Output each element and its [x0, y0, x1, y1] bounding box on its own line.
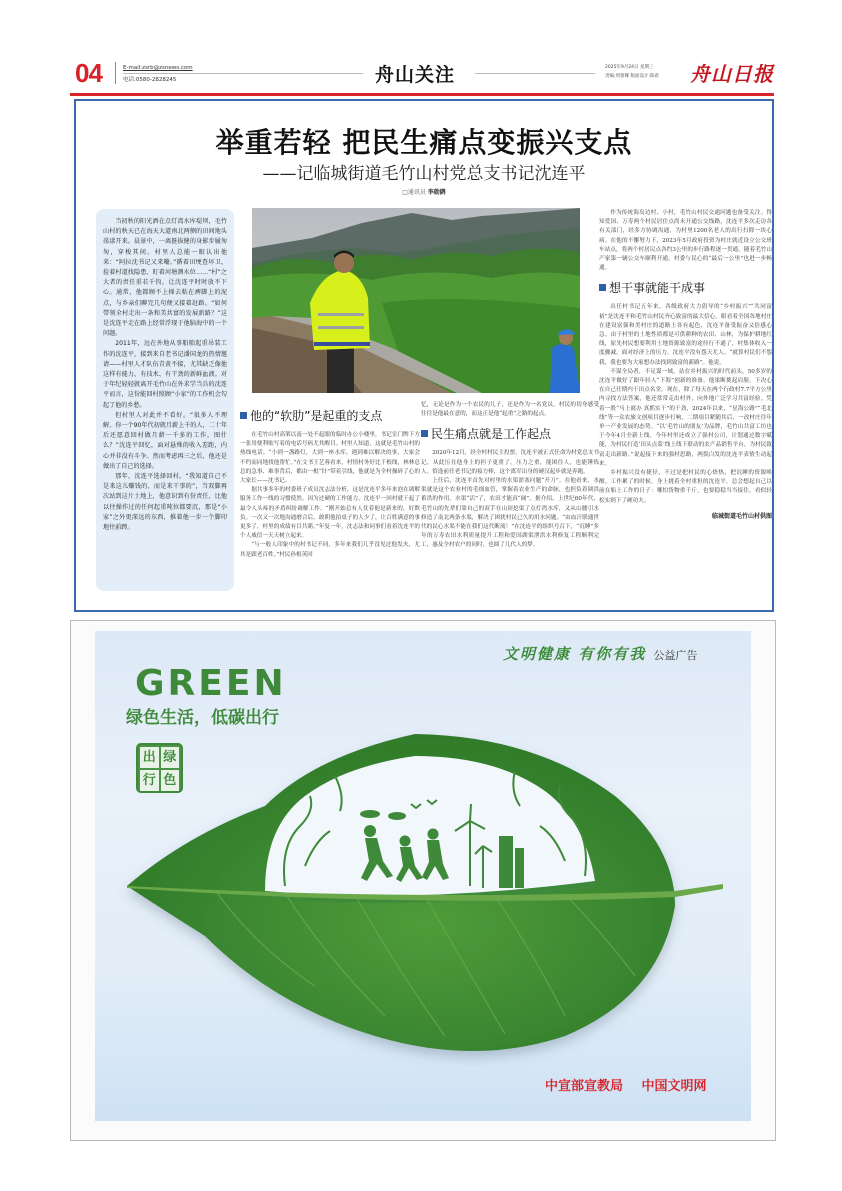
public-service-ad[interactable] — [95, 631, 751, 1121]
sponsor-name: 中宣部宣教局 — [545, 1079, 624, 1094]
masthead-red-rule — [70, 93, 774, 96]
civility-slogan: 文明健康 有你有我 — [503, 645, 647, 663]
issue-date: 2025年9月24日 星期三 — [605, 65, 654, 70]
body-paragraph: “与一般人印象中的村书记不同，多年来我们几乎没见过他发火，尤其是跟老百姓。”村民孙根英回 — [240, 542, 420, 558]
body-paragraph: 不谋全局者，不足谋一域。站在乡村振兴的时代前头，50多岁的沈连平做好了跟年轻人“下海”创新的准备。他果断挑起肩膀，下决心在自己任期内干出点名堂。现在，除了每天在两个行政村7.7平方公里内寻找方法答案，他还常常走出村外，向外地广泛学习共富经验。凭着一股“马上就办 真抓实干”的干劲，2024年以来，“星海公路”“毛北线”等一众农旅文创项目逐步打响，二期项目紧随其后，一改村庄往年单一产业发展的态势。“以‘毛竹山的朋友’为品牌，毛竹山共富工坊也于今年4月全新上线。今年村里还成立了强村公司，计划通过数字赋能，为村民打造‘田头点菜’线上线下联动的农产品销售平台，为村民致富走出新路。”说起接下来的强村思路，两鬓白发的沈连平表情生动起来。 — [599, 368, 772, 467]
ad-slogan: 绿色生活，低碳出行 — [126, 708, 279, 728]
byline-label: □通讯员 — [402, 189, 426, 196]
subsection-heading — [599, 281, 772, 296]
phone-number: 电话:0580-2828245 — [123, 77, 177, 83]
square-bullet-icon — [599, 284, 606, 291]
photo-village-secretary-inspecting-canal — [252, 208, 580, 393]
seal-char: 行 — [140, 770, 159, 791]
ad-sponsors — [545, 1075, 707, 1094]
ad-type-label: 公益广告 — [653, 649, 698, 662]
body-paragraph: 在毛竹山村高架以南一处不起眼的临时办公小楼里，书记室门牌下方一张用便利贴写着的电话号码尤其醒目。村里人知道，这就是毛竹山村的热线电话。“小到一盏路灯，大到一座水库，遇到难以解决的事，大家会不约而同地找他帮忙。”在文书王艺蓉看来，村情村务好比千根线，林林总总的急事、难事背后，都由一根“针”带着引线，他就是为全村操碎了心的大家长——沈书记。 — [240, 432, 420, 485]
byline — [76, 187, 772, 196]
intro-paragraph: 那年，沈连平选择回村。“我知道自己不是来这儿赚钱的，而是来干事的”，当双脚再次站到这片土地上，他意识到有份责任，比他以往操作过的任何起重吨位都要沉，那是“小家”之外更深远的东西，推着他一步一个脚印地往前蹚。 — [103, 473, 227, 532]
subheadline: ——记临城街道毛竹山村党总支书记沈连平 — [262, 164, 586, 184]
editors: 责编:周蕾娜 版面设计:陈希 — [605, 74, 659, 79]
body-paragraph: 上任后，沈连平首先对村里的水渠淤塞问题“开刀”。在他看来，水渠就是这个农业村的毛细血管，掌握着农业生产的命脉，也担负着调洪蓄洪的作用。水渠“活”了，农田才能真“阔”。据介绍，上世纪60年代，毛竹山的先辈们靠自己的双手在山顶挖渠了点灯湾水库，又从山腰引水修造了南北两条水渠，解决了困扰村民已久的用水问题。“由血汗联通世代的民心水渠不能在我们这代断流！”在沈连平的组织号召下，“沉睡”多年的万寿农田水利质量提升工程和爱国湖渠泄洪水利修复工程顺利完工，惠及全村农户的同时，也圆了几代人的梦。 — [421, 478, 599, 549]
green-wordmark: GREEN — [135, 663, 287, 704]
subsection-heading-text: 他的“软肋”是起重的支点 — [250, 409, 383, 423]
subsection-heading — [421, 427, 599, 442]
intro-paragraph: 当初秋的阳光洒在点灯湾水库堤坝，毛竹山村的秋天已在海天大道南北两侧的田间地头荡漾开来。晨景中，一离挺拔健的身影步履匆匆，穿梭其间。村里人总能一眼认出他来：“阿拉沈书记又来嘞。”循着田埂查坏卫、捡着村道找隐患、盯着河塘测水位……“村”之大者的责任重若千钧，让沈连平时时放不下心。通常，他都顾不上掸去粘在裤脚上的泥点，与乡亲们聊完几句便又接着赶路。“如何带领全村走出一条和美共富的发展新路？”这是沈连平走在路上经常浮现于他脑海中的一个问题。 — [103, 218, 227, 338]
sponsor-name: 中国文明网 — [641, 1079, 707, 1094]
intro-paragraph: 但村里人对此并不看好。“很多人不理解，你一个90年代初就月薪上千的人，二十年后还愿意回村做月薪一千多的工作，图什么？”沈连平回忆，面对悬殊的收入差距，内心并非没有斗争。然而考虑再三之后，他还是做出了自己的选择。 — [103, 411, 227, 470]
ad-frame — [70, 620, 776, 1141]
masthead-rule-left — [123, 73, 363, 74]
seal-char: 绿 — [161, 747, 180, 768]
email-link[interactable]: E-mail:zsrb@zsnews.com — [123, 65, 193, 71]
leaf-illustration — [115, 716, 735, 1066]
issue-meta — [605, 63, 659, 81]
byline-author: 李勍鹍 — [427, 189, 446, 196]
square-bullet-icon — [421, 430, 428, 437]
body-paragraph: 出任村书记五年来，各级政府大力倡导的“乡村振兴”“共同富裕”是沈连平和毛竹山村民齐心致富的最大信心。眼看着全国各地村庄在建设富强和美村庄的道路上各有起色，沈连平备受振奋又倍感心急。由于村里的土地性质都是可供耕种的农田、山林，为保护耕地红线，原先村民想要利用土地资源致富的途径行不通了，村集体收入一度骤减。面对经济上的压力，沈连平没有怨天尤人。“就算村民们不怨我，我也要为大家想办法找到致富的新路”。他说。 — [599, 304, 772, 366]
seal-char: 出 — [140, 747, 159, 768]
masthead-rule-right — [475, 73, 595, 74]
intro-box — [96, 209, 234, 591]
masthead-divider — [115, 62, 116, 84]
subsection-heading — [240, 409, 420, 424]
section-title: 舟山关注 — [375, 64, 456, 86]
newspaper-logo: 舟山日报 — [690, 62, 774, 86]
body-paragraph: 忆，无论是作为一个农民的儿子，还是作为一名党员，村民的切身感受往往是他最在意的，而这正是他“起重”之路的起点。 — [421, 402, 599, 418]
ad-top-slogan — [503, 643, 697, 664]
subsection-heading-text: 想干事就能干成事 — [609, 281, 706, 296]
headline: 举重若轻 把民生痛点变振兴支点 — [215, 126, 633, 159]
body-paragraph: 作为传统海岛边村、小村，毛竹山村民交通问题也备受关注。得知爱国、万寿两个村民居住点尚未开通公交线路，沈连平多次走访各有关部门，经多方协调沟通，为村里1200名老人的出行扫除一块心病。在他的不懈努力下，2023年5月政府投资为村庄就近设立公交班车站点，将两个村居民点各约3公里的步行路程逐一贯通。随着毛竹山产家第一辆公交车顺利开通，村委与民心的“最后一公里”也进一步畅通。 — [599, 210, 772, 272]
article-frame — [74, 99, 774, 612]
article-photo[interactable] — [252, 208, 580, 393]
square-bullet-icon — [240, 412, 247, 419]
body-paragraph: 2020年12月，经全村村民主投票，沈连平被正式任命为村党总支书记，从此压在他身上的担子更重了。压力之重，能困住人，也能锤炼人。恰逢前任老书记的接力棒，这个离军出身的硬汉起步就是奔跑。 — [421, 450, 599, 475]
page-number: 04 — [75, 58, 102, 88]
intro-paragraph: 2011年，远在外地从事船舶起重吊装工作的沈连平，接到来自老书记潘国龙的热情邀请——村里人才队伍青黄不接，尤其缺乏像他这样有能力、有技术、有干劲的新鲜血液。对于年纪轻轻就离开毛竹山在外求学当兵的沈连平而言，这份能回村照顾“小家”的工作机会勾起了他的乡愁。 — [103, 340, 227, 409]
article-column-4 — [599, 209, 772, 521]
photo-credit: 临城街道毛竹山村供图 — [711, 512, 772, 520]
subsection-heading-text: 民生痛点就是工作起点 — [431, 427, 552, 442]
contact-info — [123, 64, 193, 85]
article-column-3 — [421, 401, 599, 551]
body-paragraph: 乡村振兴没有捷径，不过是把村民的心焐热，把沉睡的资源唤醒。工作累了的时候，身上挑着全村重担的沈连平，总会想起自己以前在船上工作的日子：哪怕货物重千斤，也要稳稳当当接住，看似轻松实则下了硬功夫。 — [599, 470, 772, 504]
masthead — [75, 58, 775, 88]
body-paragraph: 据共事多年的村委班子成员沈志法分析，这是沈连平多年来泡在调解服务工作一线的习惯使然。因为过硬的工作能力，沈连平一回村就干起了最令人头疼的矛盾纠纷调解工作。“刚开始总有人仗着他是新来的，好欺负。一次又一次地沟通磨合后，敢朝他拍桌子的人少了，让百姓满意的事更多了，村里的成绩有目共睹。”年复一年，沈志法和同事们看着沈连平的个人威信一天天树立起来。 — [240, 487, 420, 540]
seal-char: 色 — [161, 770, 180, 791]
article-column-2 — [240, 401, 420, 560]
